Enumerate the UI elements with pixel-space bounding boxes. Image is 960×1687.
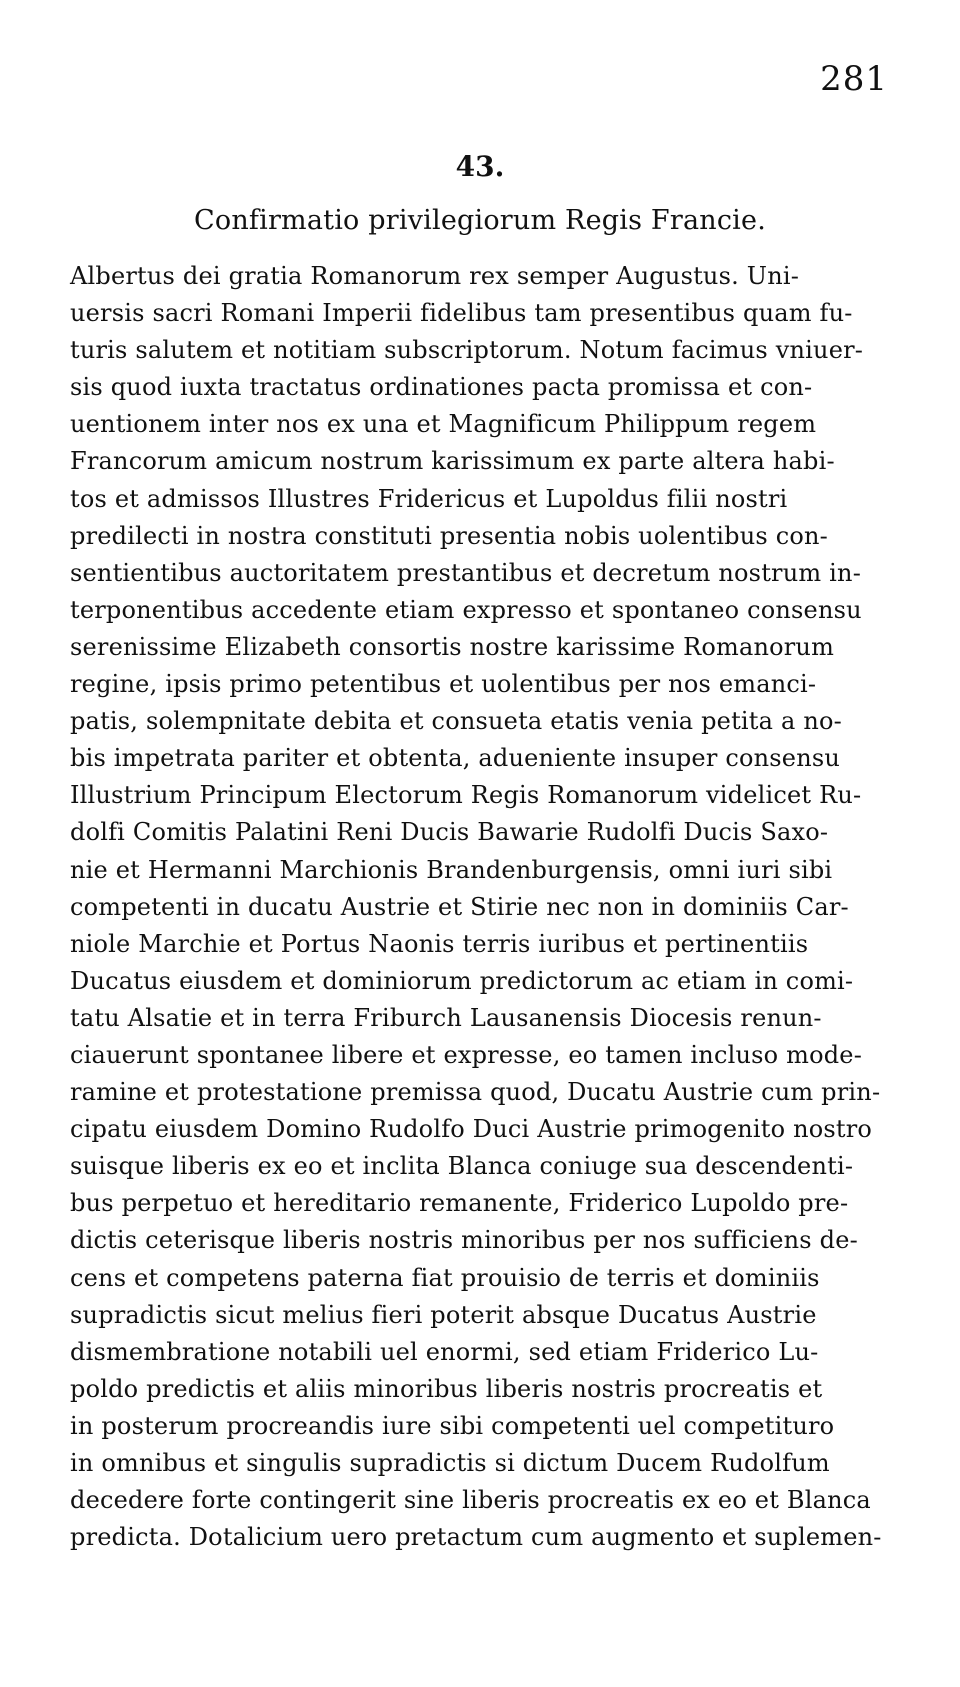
text-line: supradictis sicut melius fieri poterit absque Ducatus Austrie <box>70 1300 817 1329</box>
text-line: cens et competens paterna fiat prouisio de terris et dominiis <box>70 1263 820 1292</box>
text-line: nie et Hermanni Marchionis Brandenburgensis, omni iuri sibi <box>70 855 833 884</box>
text-line: Albertus dei gratia Romanorum rex semper Augustus. Uni- <box>70 262 800 290</box>
text-line: ramine et protestatione premissa quod, Ducatu Austrie cum prin- <box>70 1078 881 1107</box>
text-line: cipatu eiusdem Domino Rudolfo Duci Austrie primogenito nostro <box>70 1115 873 1144</box>
text-line: suisque liberis ex eo et inclita Blanca coniuge sua descendenti- <box>70 1152 854 1181</box>
text-line: niole Marchie et Portus Naonis terris iuribus et pertinentiis <box>70 929 809 958</box>
text-line: regine, ipsis primo petentibus et uolentibus per nos emanci- <box>70 670 817 699</box>
text-line: sentientibus auctoritatem prestantibus et decretum nostrum in- <box>70 558 862 587</box>
text-line: uentionem inter nos ex una et Magnificum Philippum regem <box>70 410 817 439</box>
text-line: sis quod iuxta tractatus ordinationes pacta promissa et con- <box>70 373 813 402</box>
section-heading: Confirmatio privilegiorum Regis Francie. <box>194 205 766 236</box>
text-line: uersis sacri Romani Imperii fidelibus tam presentibus quam fu- <box>70 299 853 328</box>
text-line: predicta. Dotalicium uero pretactum cum augmento et suplemen- <box>70 1523 882 1552</box>
text-line: dictis ceterisque liberis nostris minoribus per nos sufficiens de- <box>70 1226 858 1255</box>
text-line: serenissime Elizabeth consortis nostre karissime Romanorum <box>70 632 835 661</box>
text-line: ciauerunt spontanee libere et expresse, eo tamen incluso mode- <box>70 1040 863 1069</box>
text-line: in omnibus et singulis supradictis si dictum Ducem Rudolfum <box>70 1449 830 1477</box>
text-line: bis impetrata pariter et obtenta, adueniente insuper consensu <box>70 744 841 773</box>
text-line: Ducatus eiusdem et dominiorum predictorum ac etiam in comi- <box>70 966 854 995</box>
text-line: patis, solempnitate debita et consueta etatis venia petita a no- <box>70 707 842 736</box>
text-line: bus perpetuo et hereditario remanente, Friderico Lupoldo pre- <box>70 1189 849 1218</box>
text-line: Illustrium Principum Electorum Regis Romanorum videlicet Ru- <box>70 781 862 810</box>
text-line: predilecti in nostra constituti presentia nobis uolentibus con- <box>70 521 828 550</box>
text-line: tos et admissos Illustres Fridericus et Lupoldus filii nostri <box>70 484 788 513</box>
text-line: tatu Alsatie et in terra Friburch Lausanensis Diocesis renun- <box>70 1003 822 1032</box>
text-line: turis salutem et notitiam subscriptorum. Notum facimus vniuer- <box>70 336 864 365</box>
chapter-number: 43. <box>455 150 505 183</box>
text-line: Francorum amicum nostrum karissimum ex parte altera habi- <box>70 447 835 476</box>
text-line: decedere forte contingerit sine liberis procreatis ex eo et Blanca <box>70 1486 871 1515</box>
text-line: dolfi Comitis Palatini Reni Ducis Bawarie Rudolfi Ducis Saxo- <box>70 818 829 847</box>
text-line: dismembratione notabili uel enormi, sed etiam Friderico Lu- <box>70 1337 819 1366</box>
text-line: in posterum procreandis iure sibi competenti uel competituro <box>70 1411 835 1440</box>
text-line: competenti in ducatu Austrie et Stirie nec non in dominiis Car- <box>70 892 849 921</box>
body-text <box>70 258 890 1556</box>
text-line: poldo predictis et aliis minoribus liberis nostris procreatis et <box>70 1374 823 1403</box>
text-line: terponentibus accedente etiam expresso et spontaneo consensu <box>70 595 862 624</box>
page-number: 281 <box>820 59 888 99</box>
